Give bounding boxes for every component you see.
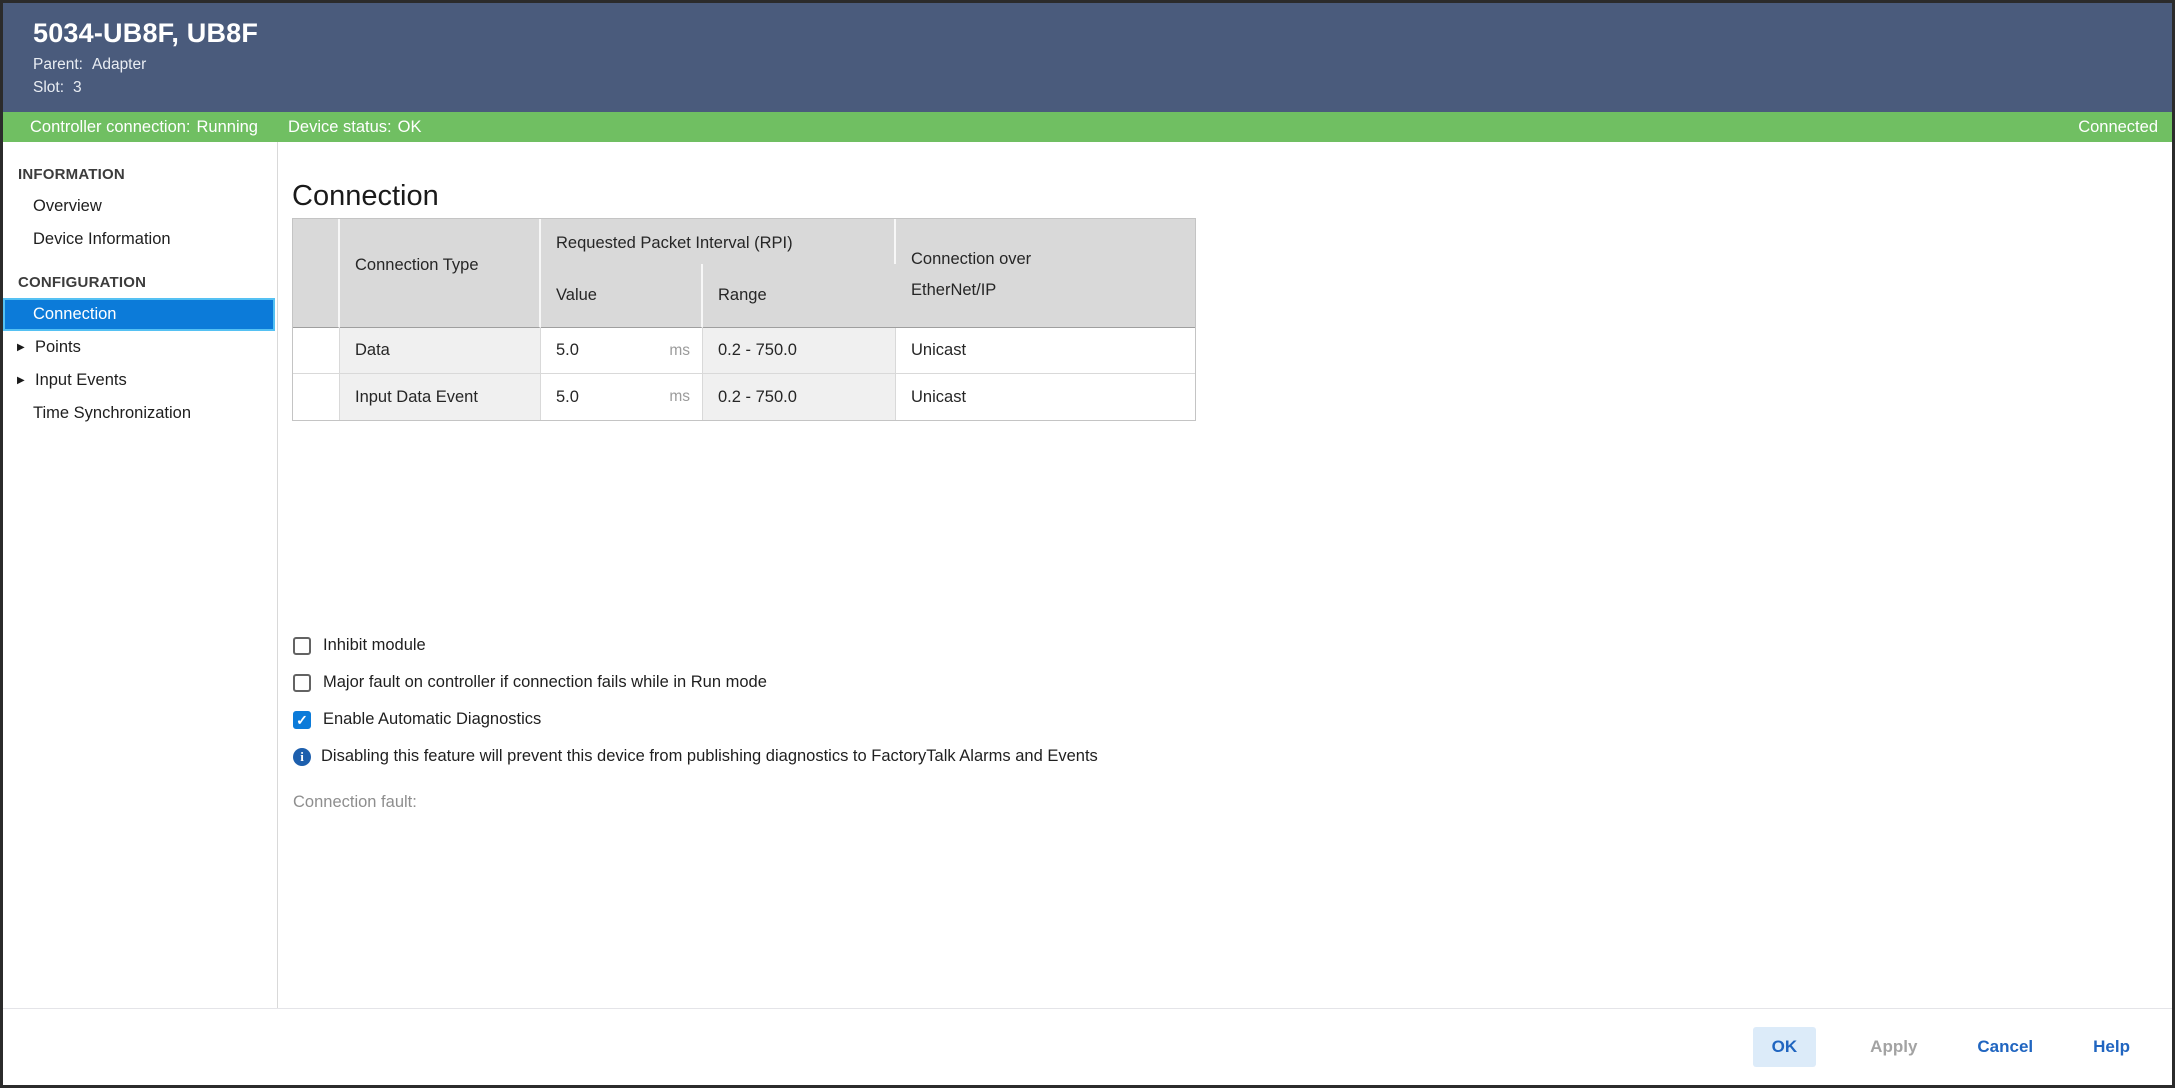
controller-connection-status: Controller connection: Running [30,117,258,136]
ok-button[interactable]: OK [1753,1027,1817,1067]
ms-unit-label: ms [669,388,690,405]
row-selector[interactable] [293,374,340,420]
rpi-range-cell: 0.2 - 750.0 [703,328,896,374]
major-fault-row[interactable] [293,664,2172,701]
inhibit-module-label: Inhibit module [323,636,426,654]
connection-over-cell[interactable]: Unicast [896,374,1195,420]
sidebar-item-input-events[interactable]: ▶ Input Events [17,371,127,389]
slot-row [33,79,2142,97]
diagnostics-info-text: Disabling this feature will prevent this device from publishing diagnostics to FactoryTalk Alarms and Events [321,747,1098,765]
major-fault-label: Major fault on controller if connection fails while in Run mode [323,673,767,691]
row-selector-header [293,219,340,328]
header [3,3,2172,112]
apply-button[interactable]: Apply [1864,1027,1923,1067]
connection-type-cell: Input Data Event [340,374,541,420]
sidebar-item-points[interactable]: ▶ Points [17,338,81,356]
row-selector[interactable] [293,328,340,374]
sidebar-section-configuration [3,266,277,430]
device-status: Device status: OK [287,117,422,136]
page-title: 5034-UB8F, UB8F [33,18,259,48]
parent-label: Parent: [33,56,83,73]
rpi-range-cell: 0.2 - 750.0 [703,374,896,420]
expand-arrow-icon[interactable]: ▶ [17,342,25,353]
column-header-range: Range [703,264,896,328]
enable-automatic-diagnostics-checkbox[interactable] [293,711,311,729]
sidebar-item-device-information[interactable]: Device Information [33,230,171,248]
slot-label: Slot: [33,79,65,96]
cancel-button[interactable]: Cancel [1971,1027,2039,1067]
column-header-value: Value [541,264,703,328]
section-header-information: INFORMATION [18,165,125,183]
sidebar-section-information [3,158,277,256]
table-row-data [293,328,1195,374]
sidebar-item-time-synchronization[interactable]: Time Synchronization [33,404,192,422]
connection-options [292,627,2172,812]
enable-automatic-diagnostics-label: Enable Automatic Diagnostics [323,710,542,728]
info-icon: i [293,748,311,766]
sidebar [3,142,278,1008]
connection-heading: Connection [292,180,439,212]
status-bar [3,112,2172,142]
rpi-value-input[interactable]: 5.0 ms [541,328,703,374]
ms-unit-label: ms [669,341,690,359]
parent-row [33,56,2142,74]
connection-over-cell[interactable]: Unicast [896,328,1195,374]
expand-arrow-icon[interactable]: ▶ [17,375,25,386]
footer [3,1008,2172,1085]
connection-state-badge: Connected [2078,117,2158,136]
major-fault-checkbox[interactable] [293,674,311,692]
sidebar-item-overview[interactable]: Overview [33,197,102,215]
connection-fault-label: Connection fault: [293,793,417,811]
inhibit-module-row[interactable] [293,627,2172,664]
connection-table [292,218,1196,421]
sidebar-item-connection[interactable]: Connection [3,298,275,331]
check-icon: ✓ [296,711,308,728]
inhibit-module-checkbox[interactable] [293,637,311,655]
main-panel [278,142,2172,1008]
table-row-input-data-event [293,374,1195,420]
diagnostics-info-row [293,738,2172,775]
rpi-value-input[interactable]: 5.0 ms [541,374,703,420]
column-group-rpi: Requested Packet Interval (RPI) [541,219,896,264]
column-header-connection-over: Connection over EtherNet/IP [896,219,1195,328]
section-header-configuration: CONFIGURATION [18,273,147,291]
enable-automatic-diagnostics-row[interactable] [293,701,2172,738]
slot-value: 3 [73,79,82,96]
connection-type-cell: Data [340,328,541,374]
parent-value: Adapter [91,56,147,73]
help-button[interactable]: Help [2087,1027,2136,1067]
column-header-connection-type: Connection Type [340,219,541,328]
